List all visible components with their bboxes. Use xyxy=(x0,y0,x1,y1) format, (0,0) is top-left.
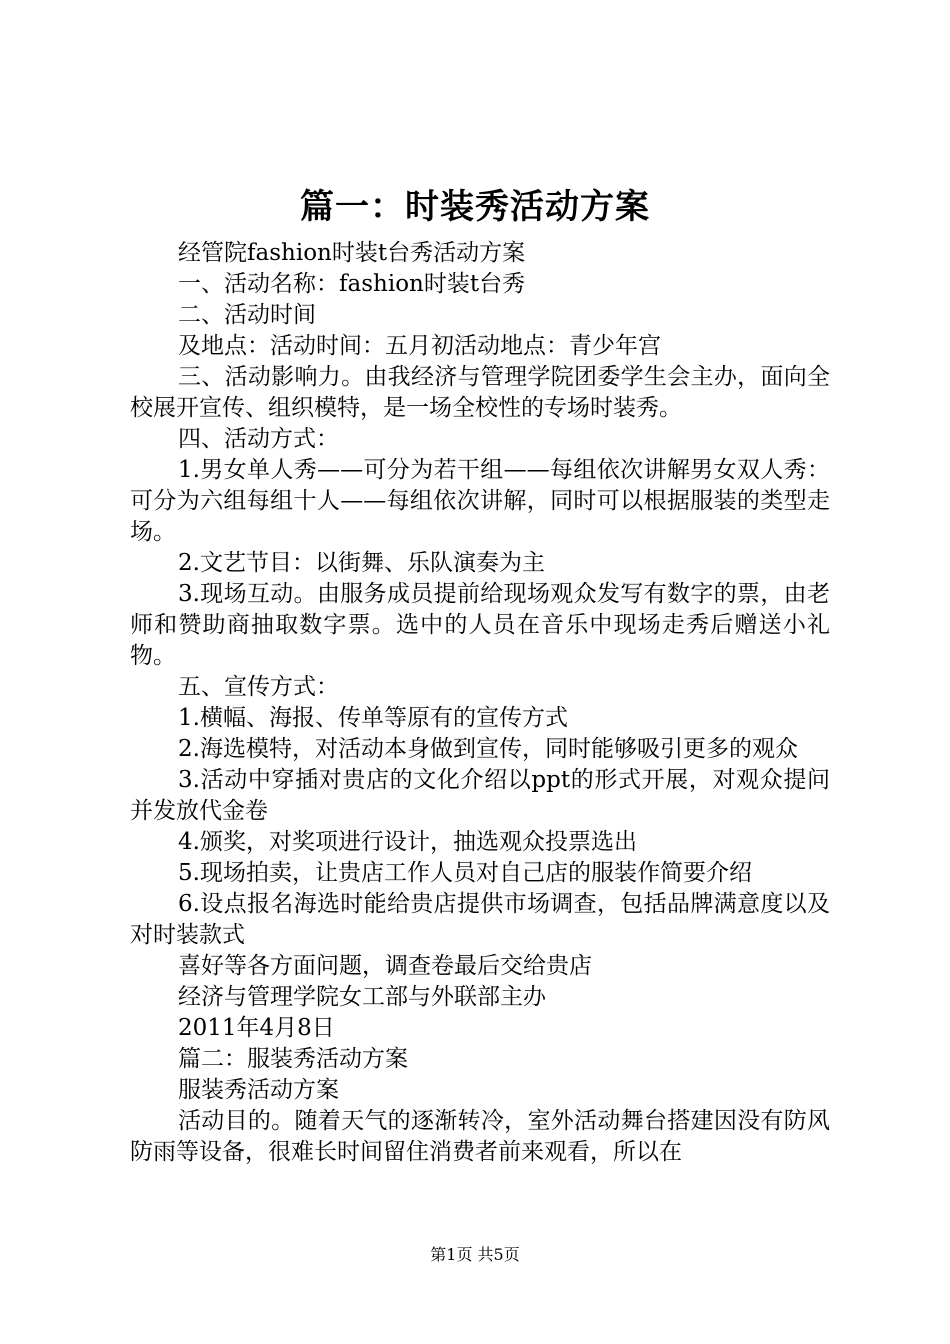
paragraph: 喜好等各方面问题，调查卷最后交给贵店 xyxy=(178,953,592,979)
paragraph: 3.活动中穿插对贵店的文化介绍以ppt的形式开展，对观众提问并发放代金卷 xyxy=(130,767,830,824)
paragraph: 6.设点报名海选时能给贵店提供市场调查，包括品牌满意度以及对时装款式 xyxy=(130,891,830,948)
paragraph: 一、活动名称：fashion时装t台秀 xyxy=(178,271,526,297)
paragraph: 三、活动影响力。由我经济与管理学院团委学生会主办，面向全校展开宣传、组织模特，是一场全校性的专场时装秀。 xyxy=(130,364,830,421)
paragraph: 篇二：服装秀活动方案 xyxy=(178,1046,408,1072)
paragraph: 4.颁奖，对奖项进行设计，抽选观众投票选出 xyxy=(178,829,637,855)
paragraph: 3.现场互动。由服务成员提前给现场观众发写有数字的票，由老师和赞助商抽取数字票。选中的人员在音乐中现场走秀后赠送小礼物。 xyxy=(130,581,830,669)
paragraph: 经济与管理学院女工部与外联部主办 xyxy=(178,984,546,1010)
paragraph: 服装秀活动方案 xyxy=(178,1077,339,1103)
paragraph: 经管院fashion时装t台秀活动方案 xyxy=(178,240,526,266)
paragraph: 五、宣传方式： xyxy=(178,674,339,700)
paragraph: 四、活动方式： xyxy=(178,426,339,452)
paragraph: 2011年4月8日 xyxy=(178,1015,335,1041)
paragraph: 2.文艺节目：以街舞、乐队演奏为主 xyxy=(178,550,545,576)
paragraph: 1.男女单人秀——可分为若干组——每组依次讲解男女双人秀：可分为六组每组十人——每组依次讲解，同时可以根据服装的类型走场。 xyxy=(130,457,830,545)
document-body xyxy=(130,238,830,1168)
paragraph: 2.海选模特，对活动本身做到宣传，同时能够吸引更多的观众 xyxy=(178,736,798,762)
paragraph: 二、活动时间 xyxy=(178,302,316,328)
page-number-footer: 第1页 共5页 xyxy=(430,1245,520,1264)
paragraph: 1.横幅、海报、传单等原有的宣传方式 xyxy=(178,705,568,731)
paragraph: 活动目的。随着天气的逐渐转冷，室外活动舞台搭建因没有防风防雨等设备，很难长时间留住消费者前来观看，所以在 xyxy=(130,1108,830,1165)
paragraph: 及地点：活动时间：五月初活动地点：青少年宫 xyxy=(178,333,661,359)
document-title: 篇一：时装秀活动方案 xyxy=(300,187,650,227)
paragraph: 5.现场拍卖，让贵店工作人员对自己店的服装作简要介绍 xyxy=(178,860,752,886)
